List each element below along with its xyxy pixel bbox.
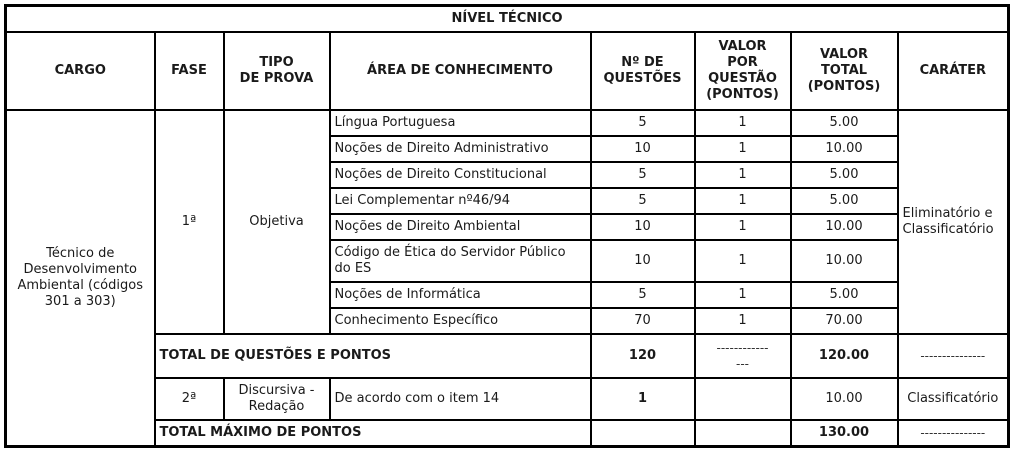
valor-total-cell: 5.00 [791,162,898,188]
valor-total-cell: 10.00 [791,214,898,240]
dash-line1: ------------ [716,341,769,355]
cargo-cell: Técnico de Desenvolvimento Ambiental (códigos 301 a 303) [6,110,155,447]
exam-structure-table [4,4,1010,448]
questoes-cell: 5 [591,162,695,188]
valor-questao-cell [695,378,791,420]
header-vpq-line4: (PONTOS) [706,87,779,102]
valor-total-cell: 5.00 [791,110,898,136]
header-area: ÁREA DE CONHECIMENTO [330,32,591,110]
header-tipo-line1: TIPO [259,55,294,70]
area-cell: Noções de Direito Constitucional [330,162,591,188]
area-cell: Noções de Direito Ambiental [330,214,591,240]
header-vt-line2: TOTAL [820,63,868,78]
total-questoes-valor-total: 120.00 [791,334,898,378]
header-cargo: CARGO [6,32,155,110]
header-vpq-line1: VALOR [718,39,767,54]
valor-questao-cell: 1 [695,136,791,162]
header-vt-line3: (PONTOS) [807,79,881,94]
area-cell: Conhecimento Específico [330,308,591,334]
header-num-line2: QUESTÕES [603,71,682,86]
total-questoes-carater-dash: --------------- [898,334,1009,378]
header-row [6,32,1009,110]
table-row [6,110,1009,136]
valor-total-cell: 70.00 [791,308,898,334]
total-questoes-row [6,334,1009,378]
total-questoes-label: TOTAL DE QUESTÕES E PONTOS [155,334,591,378]
header-valor-total [791,32,898,110]
table-title: NÍVEL TÉCNICO [6,6,1009,33]
questoes-cell: 70 [591,308,695,334]
tipo-discursiva-cell [224,378,330,420]
questoes-cell: 5 [591,110,695,136]
header-valor-por-questao [695,32,791,110]
tipo-objetiva-cell: Objetiva [224,110,330,334]
carater-phase2-cell: Classificatório [898,378,1009,420]
area-cell: Lei Complementar nº46/94 [330,188,591,214]
total-maximo-valor-total: 130.00 [791,420,898,447]
fase-1-cell: 1ª [155,110,224,334]
total-maximo-carater-dash: --------------- [898,420,1009,447]
header-vpq-line2: POR [727,55,758,70]
valor-total-cell: 10.00 [791,136,898,162]
questoes-cell: 10 [591,240,695,282]
area-cell: Língua Portuguesa [330,110,591,136]
header-carater: CARÁTER [898,32,1009,110]
questoes-cell: 5 [591,188,695,214]
valor-questao-cell: 1 [695,308,791,334]
area-cell: Código de Ética do Servidor Público do ES [330,240,591,282]
area-cell: Noções de Direito Administrativo [330,136,591,162]
header-vt-line1: VALOR [819,47,869,62]
total-valor-questao-dash [695,334,791,378]
questoes-cell: 10 [591,214,695,240]
header-vpq-line3: QUESTÃO [708,71,777,86]
header-tipo-line2: DE PROVA [239,71,314,86]
valor-questao-cell: 1 [695,110,791,136]
area-cell: De acordo com o item 14 [330,378,591,420]
valor-total-cell: 5.00 [791,282,898,308]
header-fase: FASE [155,32,224,110]
total-maximo-row [6,420,1009,447]
valor-questao-cell: 1 [695,282,791,308]
header-num-line1: Nº DE [621,55,664,70]
valor-total-cell: 5.00 [791,188,898,214]
total-maximo-label: TOTAL MÁXIMO DE PONTOS [155,420,591,447]
area-cell: Noções de Informática [330,282,591,308]
header-num-questoes [591,32,695,110]
fase-2-cell: 2ª [155,378,224,420]
header-tipo-prova [224,32,330,110]
total-questoes-count: 120 [591,334,695,378]
phase2-row [6,378,1009,420]
questoes-cell: 1 [591,378,695,420]
carater-phase1-cell: Eliminatório e Classificatório [898,110,1009,334]
valor-questao-cell: 1 [695,188,791,214]
tipo-discursiva-line2: Redação [248,399,305,414]
questoes-cell: 10 [591,136,695,162]
total-maximo-questoes [591,420,695,447]
valor-questao-cell: 1 [695,162,791,188]
tipo-discursiva-line1: Discursiva - [238,383,315,398]
valor-questao-cell: 1 [695,240,791,282]
valor-questao-cell: 1 [695,214,791,240]
total-maximo-valor-questao [695,420,791,447]
dash-line2: --- [736,357,749,371]
questoes-cell: 5 [591,282,695,308]
valor-total-cell: 10.00 [791,240,898,282]
valor-total-cell: 10.00 [791,378,898,420]
